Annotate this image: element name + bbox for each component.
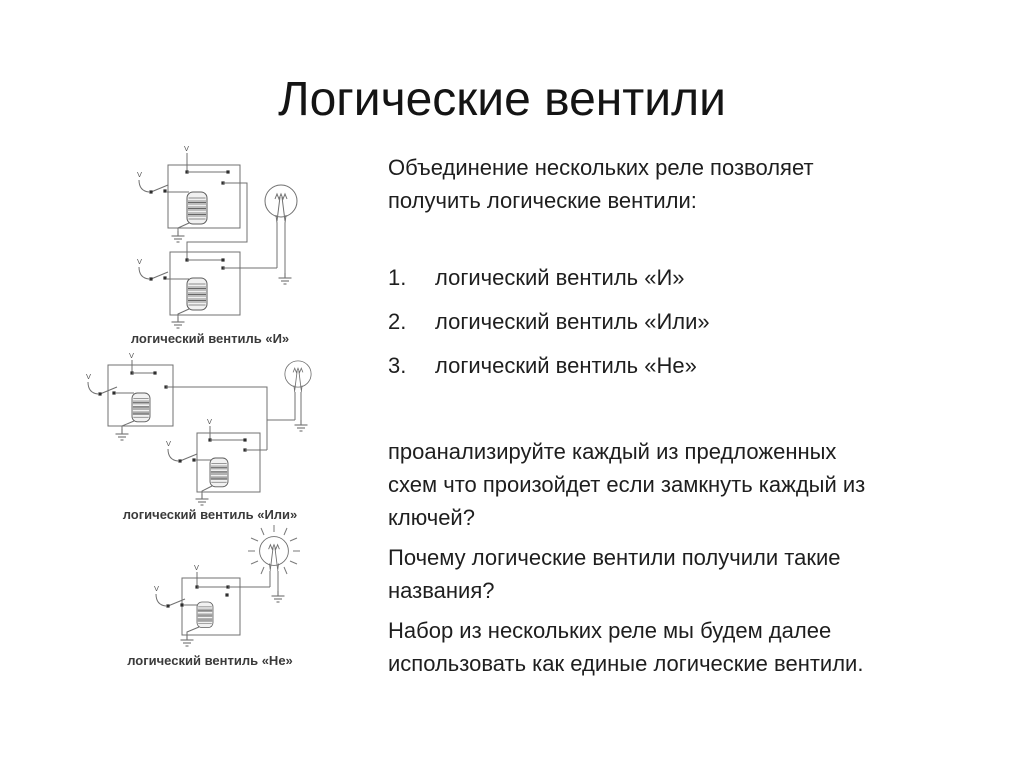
- relay-coil-icon: [210, 458, 228, 487]
- list-text: логический вентиль «И»: [435, 265, 685, 290]
- lamp: [265, 185, 297, 284]
- switch-icon: [154, 584, 185, 608]
- relay-coil-icon: [132, 393, 150, 422]
- closing-paragraph: [388, 614, 988, 680]
- text-line: проанализируйте каждый из предложенных: [388, 439, 837, 464]
- junction-dot: [226, 170, 229, 173]
- voltage-label: V: [184, 144, 190, 153]
- ground-icon: [181, 635, 194, 646]
- text-line: названия?: [388, 578, 495, 603]
- ground-icon: [279, 273, 292, 284]
- list-number: 2.: [388, 309, 407, 334]
- relay-2: [166, 417, 267, 505]
- switch-icon: [137, 257, 168, 281]
- voltage-label: V: [207, 417, 213, 426]
- bulb-icon: [260, 537, 289, 571]
- ground-icon: [172, 231, 185, 242]
- question-paragraph-2: [388, 541, 988, 607]
- ground-icon: [116, 429, 129, 440]
- junction-dot: [221, 258, 224, 261]
- relay-2: [137, 252, 277, 328]
- relay-coil-icon: [187, 192, 207, 224]
- list-item: [388, 261, 988, 305]
- relay-box: [197, 433, 260, 492]
- text-line: получить логические вентили:: [388, 188, 697, 213]
- list-text: логический вентиль «Не»: [435, 353, 697, 378]
- bulb-icon: [265, 185, 297, 223]
- relay-coil-icon: [197, 602, 213, 628]
- text-line: схем что произойдет если замкнуть каждый из: [388, 472, 866, 497]
- lamp-lit: [248, 525, 300, 602]
- text-line: Почему логические вентили получили такие: [388, 545, 841, 570]
- list-number: 3.: [388, 353, 407, 378]
- junction-dot: [225, 593, 228, 596]
- switch-icon: [86, 372, 117, 396]
- text-line: Объединение нескольких реле позволяет: [388, 155, 814, 180]
- ground-icon: [196, 494, 209, 505]
- not-gate-diagram: [120, 525, 300, 660]
- list-number: 1.: [388, 265, 407, 290]
- list-text: логический вентиль «Или»: [435, 309, 710, 334]
- relay-coil-icon: [187, 278, 207, 310]
- question-paragraph-1: [388, 435, 988, 534]
- and-gate-diagram: [85, 143, 330, 333]
- slide-title: Логические вентили: [278, 73, 726, 127]
- text-line: ключей?: [388, 505, 475, 530]
- gate-list: [388, 261, 988, 393]
- or-gate-diagram: [85, 350, 320, 515]
- list-item: [388, 349, 988, 393]
- switch-icon: [166, 439, 197, 463]
- list-item: [388, 305, 988, 349]
- diagram-caption-or: логический вентиль «Или»: [122, 507, 298, 522]
- switch-icon: [137, 170, 168, 194]
- bulb-icon: [285, 361, 311, 392]
- relay-1: [86, 351, 173, 440]
- diagram-caption-not: логический вентиль «Не»: [127, 653, 293, 668]
- junction-dot: [153, 371, 156, 374]
- ground-icon: [295, 420, 308, 431]
- interconnect-wire: [166, 387, 267, 450]
- junction-dot: [243, 438, 246, 441]
- intro-paragraph: [388, 151, 988, 217]
- diagram-caption-and: логический вентиль «И»: [130, 331, 290, 346]
- relay-1: [154, 563, 270, 646]
- ground-icon: [172, 317, 185, 328]
- lamp: [267, 361, 311, 431]
- text-line: Набор из нескольких реле мы будем далее: [388, 618, 832, 643]
- text-line: использовать как единые логические вентили.: [388, 651, 864, 676]
- voltage-label: V: [194, 563, 200, 572]
- relay-1: [137, 144, 240, 242]
- light-rays-icon: [248, 525, 300, 574]
- voltage-label: V: [129, 351, 135, 360]
- ground-icon: [272, 591, 285, 602]
